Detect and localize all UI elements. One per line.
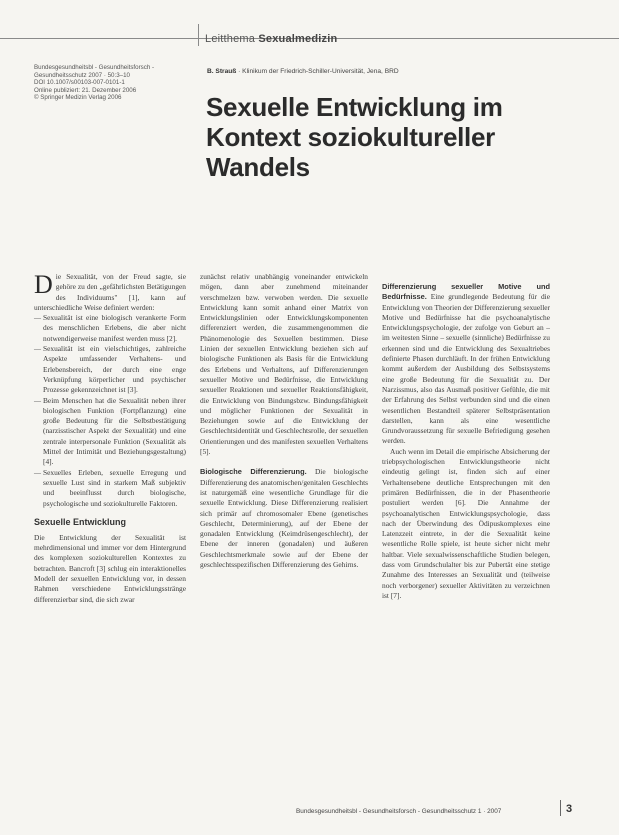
column-2 <box>200 272 368 570</box>
section-label: Leitthema Sexualmedizin <box>205 33 338 45</box>
body-paragraph: Biologische Differenzierung. Die biologische Differenzierung des anatomischen/genitalen Geschlechts ist naturgemäß eine wesentliche Grundlage für die sexuelle Entwicklung. Diese Differenzierung realisiert sich primär auf chromosomaler Ebene (genetisches Geschlecht, Determinierung), auf der Ebene der gonadalen Entwicklung (Keimdrüsengeschlecht), der Ebene der inneren (gonadalen) und äußeren Geschlechtsmerkmale sowie auf der Ebene der geschlechtsspezifischen Differenzierung des Gehirns. <box>200 467 368 570</box>
author-line: B. Strauß · Klinikum der Friedrich-Schiller-Universität, Jena, BRD <box>207 68 399 75</box>
drop-cap: D <box>34 270 53 299</box>
bullet-item: — Sexuelles Erleben, sexuelle Erregung und sexuelle Lust sind in starkem Maß subjektiv und beeinflusst durch biologische, psychologische und soziokulturelle Faktoren. <box>34 468 186 509</box>
section-heading: Sexuelle Entwicklung <box>34 516 127 527</box>
footer-citation: Bundesgesundheitsbl - Gesundheitsforsch - Gesundheitsschutz 1 · 2007 <box>296 808 502 815</box>
body-paragraph: Auch wenn im Detail die empirische Absicherung der triebpsychologischen Entwicklungstheorie nicht eindeutig gelingt ist, finden sich auf einer Verhaltensebene deutliche Entsprechungen mit den primären Bedürfnissen, die in der Phasentheorie postuliert werden [6]. Die Annahme der psychoanalytischen Entwicklungspsychologie, dass nach der Überwindung des Ödipuskomplexes eine Latenzzeit eintrete, in der die Sexualität keine wesentliche Rolle spiele, ist heute sicher nicht mehr haltbar. Viele sexualwissenschaftliche Studien belegen, dass vom Grundschulalter bis zur Pubertät eine stetige Zunahme des Interesses an Sexualität und (teilweise noch verborgener) sexueller Aktivitäten zu verzeichnen ist [7]. <box>382 446 550 600</box>
bullet-item: — Sexualität ist ein vielschichtiges, zahlreiche Aspekte umfassender Verhaltens- und Erlebensbereich, der durch eine enge Verknüpfung körperlicher und psychischer Prozesse gekennzeichnet ist [3]. <box>34 344 186 395</box>
body-paragraph: zunächst relativ unabhängig voneinander entwickeln mögen, dann aber zunehmend miteinander verschmelzen bzw. verwoben werden. Die sexuelle Entwicklung kann somit anhand einer Matrix von Entwicklungslinien oder Entwicklungskomponenten differenziert werden, die zusammengenommen die Phänomenologie des Sexuellen bestimmen. Diese Linien der sexuellen Entwicklung beziehen sich auf biologische Funktionen als Basis für die Entwicklung des Erlebens und Verhaltens, auf Differenzierungen sexueller Motive und Bedürfnisse, die Entwicklung sexueller Reaktionen und sexueller Reaktionsfähigkeit, die Entwicklung von Bindungsbzw. Bindungsfähigkeit und möglicher Funktionen der Sexualität in Beziehungen sowie auf die Entwicklung der Geschlechtsidentität und Geschlechtsrolle, der sexuellen Orientierungen und des manifesten sexuellen Verhaltens [5]. <box>200 272 368 457</box>
top-tick <box>198 24 199 46</box>
run-in-heading: Differenzierung sexueller Motive und Bedürfnisse. <box>382 282 550 302</box>
column-3 <box>382 282 550 601</box>
bullet-item: — Sexualität ist eine biologisch verankerte Form des menschlichen Erlebens, die aber nicht notwendigerweise manifest werden muss [2]. <box>34 313 186 344</box>
page-number: 3 <box>566 803 573 815</box>
body-paragraph: Die Entwicklung der Sexualität ist mehrdimensional und immer vor dem Hintergrund des komplexen soziokulturellen Kontextes zu betrachten. Bancroft [3] schlug ein interaktionelles Modell der sexuellen Entwicklung vor, in dessen Rahmen verschiedene Entwicklungsstränge differenzierbar sind, die sich zwar <box>34 532 186 604</box>
intro-paragraph: Die Sexualität, von der Freud sagte, sie gehöre zu den „gefährlichsten Betätigungen des Individuums" [1], kann auf unterschiedliche Weise definiert werden: <box>34 270 186 312</box>
footer-divider <box>560 800 561 816</box>
body-paragraph: Differenzierung sexueller Motive und Bedürfnisse. Eine grundlegende Bedeutung für die Entwicklung von Theorien der Differenzierung sexueller Motive und Bedürfnisse hat die psychoanalytische Entwicklungspsychologie, der zufolge von Geburt an – im weitesten Sinne – sexuelle (sinnliche) Bedürfnisse zu erkennen sind und die Entwicklung des Sexualtriebes definierte Phasen durchläuft. In der frühen Entwicklung kommt außerdem der Ausbildung des Selbstsystems eine große Bedeutung für die Sexualität zu. Der Narzissmus, also das Ausmaß positiver Gefühle, die mit der Erfahrung des Selbst verbunden sind und die einen wesentlichen Bestandteil späterer Selbstpräsentation darstellen, kann als eine wesentliche Grundvoraussetzung für sexuelle Befriedigung gesehen werden. <box>382 282 550 446</box>
publication-meta: Bundesgesundheitsbl - Gesundheitsforsch - Gesundheitsschutz 2007 · 50:3–10 DOI 10.1007/s00103-007-0101-1 Online publiziert: 21. Dezember 2006 © Springer Medizin Verlag 2006 <box>34 64 155 102</box>
article-title: Sexuelle Entwicklung im Kontext soziokultureller Wandels <box>206 92 503 182</box>
column-1 <box>34 272 186 605</box>
run-in-heading: Biologische Differenzierung. <box>200 467 307 477</box>
bullet-item: — Beim Menschen hat die Sexualität neben ihrer biologischen Funktion (Fortpflanzung) eine große Bedeutung für die Selbstbestätigung (narzisstischer Aspekt der Sexualität) und eine zentrale interpersonale Funktion (Sexualität als Mittel der Intimität und Beziehungsgestaltung) [4]. <box>34 396 186 468</box>
